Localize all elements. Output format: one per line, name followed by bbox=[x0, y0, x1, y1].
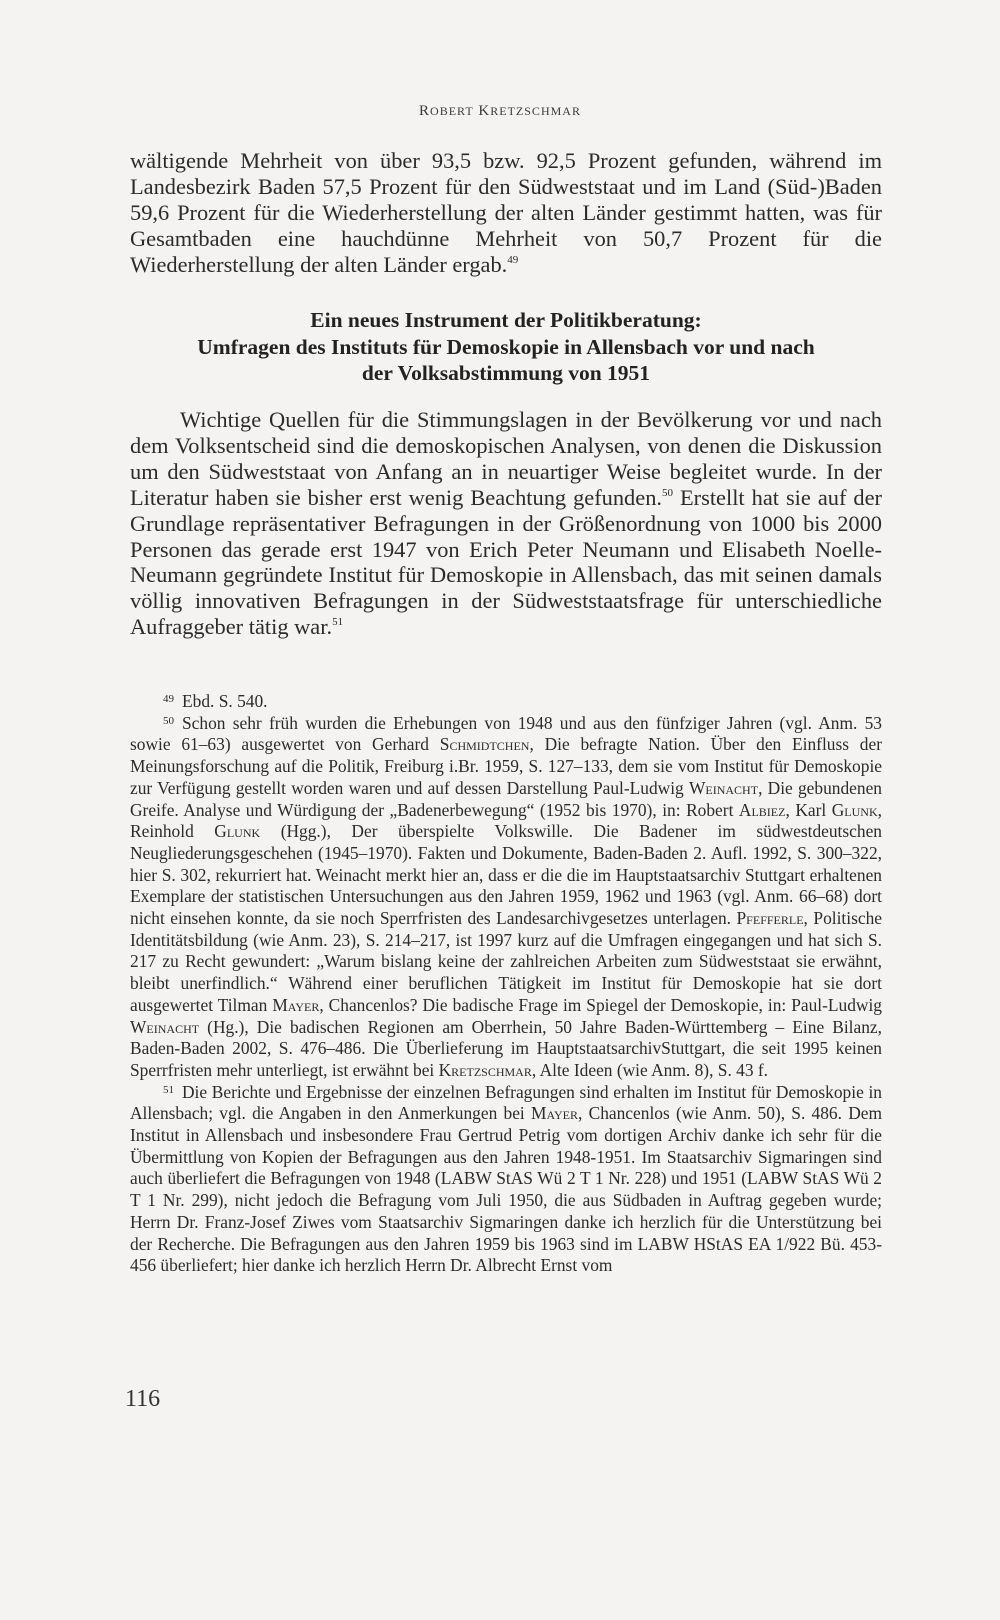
paragraph-2-part-2: Erstellt hat sie auf der Grundlage repräsentativer Befragungen in der Größenordnung von 1000 bis 2000 Personen das gerade erst 1947 von Erich Peter Neumann und Elisabeth Noelle-Neumann gegründete Institut für Demoskopie in Allensbach, das mit seinen damals völlig innovativen Befragungen in der Südweststaatsfrage für unterschiedliche Aufraggeber tätig war. bbox=[130, 484, 882, 640]
footnote-51-text: , Chancenlos (wie Anm. 50), S. 486. Dem Institut in Allensbach und insbesondere Frau Gertrud Petrig vom dortigen Archiv danke ich sehr für die Übermittlung von Kopien der Befragungen aus den Jahren 1948-1951. Im Staatsarchiv Sigmaringen sind auch überliefert die Befragungen von 1948 (LABW StAS Wü 2 T 1 Nr. 228) und 1951 (LABW StAS Wü 2 T 1 Nr. 299), nicht jedoch die Befragung vom Juli 1950, die aus Südbaden in Auftrag gegeben wurde; Herrn Dr. Franz-Josef Ziwes vom Staatsarchiv Sigmaringen danke ich herzlich für die Unterstützung bei der Recherche. Die Befragungen aus den Jahren 1959 bis 1963 sind im LABW HStAS EA 1/922 Bü. 453-456 überliefert; hier danke ich herzlich Herrn Dr. Albrecht Ernst vom bbox=[130, 1103, 882, 1276]
heading-line-2: Umfragen des Instituts für Demoskopie in Allensbach vor und nach bbox=[197, 334, 815, 359]
author-name: Pfefferle bbox=[736, 908, 804, 929]
footnote-51: 51 Die Berichte und Ergebnisse der einzelnen Befragungen sind erhalten im Institut für Demoskopie in Allensbach; vgl. die Angaben in den Anmerkungen bei Mayer, Chancenlos (wie Anm. 50), S. 486. Dem Institut in Allensbach und insbesondere Frau Gertrud Petrig vom dortigen Archiv danke ich sehr für die Übermittlung von Kopien der Befragungen aus den Jahren 1948-1951. Im Staatsarchiv Sigmaringen sind auch überliefert die Befragungen von 1948 (LABW StAS Wü 2 T 1 Nr. 228) und 1951 (LABW StAS Wü 2 T 1 Nr. 299), nicht jedoch die Befragung vom Juli 1950, die aus Südbaden in Auftrag gegeben wurde; Herrn Dr. Franz-Josef Ziwes vom Staatsarchiv Sigmaringen danke ich herzlich für die Unterstützung bei der Recherche. Die Befragungen aus den Jahren 1959 bis 1963 sind im LABW HStAS EA 1/922 Bü. 453-456 überliefert; hier danke ich herzlich Herrn Dr. Albrecht Ernst vom bbox=[130, 1081, 882, 1276]
footnote-49-text: Ebd. S. 540. bbox=[182, 691, 268, 711]
author-name: Mayer bbox=[530, 1103, 579, 1124]
section-heading bbox=[130, 307, 882, 387]
footnote-50-text: (Hgg.), Der überspielte Volkswille. Die Badener im südwestdeutschen Neugliederungsgeschehen (1945–1970). Fakten und Dokumente, Baden-Baden 2. Aufl. 1992, S. 300–322, hier S. 302, rekurriert hat. Weinacht merkt hier an, dass er die die im Hauptstaatsarchiv Stuttgart erhaltenen Exemplare der statistischen Untersuchungen aus den Jahren 1959, 1962 und 1963 (vgl. Anm. 66–68) dort nicht einsehen konnte, da sie noch Sperrfristen des Landesarchivgesetzes unterlagen. bbox=[130, 821, 882, 929]
paragraph-2-part-1: Wichtige Quellen für die Stimmungslagen in der Bevölkerung vor und nach dem Volksentscheid sind die demoskopischen Analysen, von denen die Diskussion um den Südweststaat von Anfang an in neuartiger Weise begleitet wurde. In der Literatur haben sie bisher erst wenig Beachtung gefunden. bbox=[130, 407, 882, 510]
running-head bbox=[0, 100, 1000, 120]
body-paragraph-1 bbox=[130, 148, 882, 278]
paragraph-1-text: wältigende Mehrheit von über 93,5 bzw. 92,5 Prozent gefunden, während im Landesbezirk Baden 57,5 Prozent für den Südweststaat und im Land (Süd-)Baden 59,6 Prozent für die Wiederherstellung der alten Länder gestimmt hatten, was für Gesamtbaden eine hauchdünne Mehrheit von 50,7 Prozent für die Wiederherstellung der alten Länder ergab. bbox=[130, 148, 882, 277]
footnote-50-text: , Politische Identitätsbildung (wie Anm. 23), S. 214–217, ist 1997 kurz auf die Umfragen eingegangen und hat sich S. 217 zu Recht gewundert: „Warum bislang keine der zahlreichen Arbeiten zum Südweststaat sie erwähnt, bleibt unerfindlich.“ Während einer beruflichen Tätigkeit im Institut für Demoskopie hat sie dort ausgewertet Tilman bbox=[130, 908, 882, 1015]
author-first-initial: R bbox=[419, 103, 431, 119]
page-number: 116 bbox=[125, 1386, 161, 1412]
footnote-50-text: , Karl bbox=[785, 799, 832, 820]
author-last-initial: K bbox=[478, 103, 491, 119]
author-name: Weinacht bbox=[688, 777, 759, 798]
author-name: Kretzschmar bbox=[438, 1059, 532, 1080]
footnote-50: 50 Schon sehr früh wurden die Erhebungen von 1948 und aus den fünfziger Jahren (vgl. Anm. 53 sowie 61–63) ausgewertet von Gerhard Schmidtchen, Die befragte Nation. Über den Einfluss der Meinungsforschung auf die Politik, Freiburg i.Br. 1959, S. 127–133, dem sie vom Institut für Demoskopie zur Verfügung gestellt worden waren und auf dessen Darstellung Paul-Ludwig Weinacht, Die gebundenen Greife. Analyse und Würdigung der „Badenerbewegung“ (1952 bis 1970), in: Robert Albiez, Karl Glunk, Reinhold Glunk (Hgg.), Der überspielte Volkswille. Die Badener im südwestdeutschen Neugliederungsgeschehen (1945–1970). Fakten und Dokumente, Baden-Baden 2. Aufl. 1992, S. 300–322, hier S. 302, rekurriert hat. Weinacht merkt hier an, dass er die die im Hauptstaatsarchiv Stuttgart erhaltenen Exemplare der statistischen Untersuchungen aus den Jahren 1959, 1962 und 1963 (vgl. Anm. 66–68) dort nicht einsehen konnte, da sie noch Sperrfristen des Landesarchivgesetzes unterlagen. Pfefferle, Politische Identitätsbildung (wie Anm. 23), S. 214–217, ist 1997 kurz auf die Umfragen eingegangen und hat sich S. 217 zu Recht gewundert: „Warum bislang keine der zahlreichen Arbeiten zum Südweststaat sie erwähnt, bleibt unerfindlich.“ Während einer beruflichen Tätigkeit im Institut für Demoskopie hat sie dort ausgewertet Tilman Mayer, Chancenlos? Die badische Frage im Spiegel der Demoskopie, in: Paul-Ludwig Weinacht (Hg.), Die badischen Regionen am Oberrhein, 50 Jahre Baden-Württemberg – Eine Bilanz, Baden-Baden 2002, S. 476–486. Die Überlieferung im HauptstaatsarchivStuttgart, die seit 1995 keinen Sperrfristen mehr unterliegt, ist erwähnt bei Kretzschmar, Alte Ideen (wie Anm. 8), S. 43 f. bbox=[130, 712, 883, 1080]
author-first-rest: obert bbox=[430, 100, 474, 119]
body-paragraph-2 bbox=[130, 407, 882, 640]
footnote-50-text: (Hg.), Die badischen Regionen am Oberrhein, 50 Jahre Baden-Württemberg – Eine Bilanz, Baden-Baden 2002, S. 476–486. Die Überlieferung im HauptstaatsarchivStuttgart, die seit 1995 keinen Sperrfristen mehr unterliegt, ist erwähnt bei bbox=[130, 1016, 882, 1080]
author-name: Glunk bbox=[831, 799, 878, 820]
footnote-50-text: , Reinhold bbox=[130, 799, 882, 842]
author-last-rest: retzschmar bbox=[490, 100, 581, 119]
author-name: Glunk bbox=[214, 821, 261, 842]
footnote-50-text: , Die gebundenen Greife. Analyse und Würdigung der „Badenerbewegung“ (1952 bis 1970), in: Robert bbox=[130, 777, 882, 820]
footnote-50-text: , Die befragte Nation. Über den Einfluss der Meinungsforschung auf die Politik, Freiburg i.Br. 1959, S. 127–133, dem sie vom Institut für Demoskopie zur Verfügung gestellt worden waren und auf dessen Darstellung Paul-Ludwig bbox=[130, 734, 882, 798]
author-name: Albiez bbox=[738, 799, 786, 820]
footnotes bbox=[130, 691, 882, 1277]
heading-line-3: der Volksabstimmung von 1951 bbox=[361, 361, 651, 385]
footnote-ref-51: 51 bbox=[332, 616, 344, 629]
footnote-51-text: Die Berichte und Ergebnisse der einzelnen Befragungen sind erhalten im Institut für Demoskopie in Allensbach; vgl. die Angaben in den Anmerkungen bei bbox=[130, 1081, 882, 1124]
footnote-50-text: , Chancenlos? Die badische Frage im Spiegel der Demoskopie, in: Paul-Ludwig bbox=[319, 994, 883, 1015]
footnote-ref-50: 50 bbox=[661, 486, 673, 499]
heading-line-1: Ein neues Instrument der Politikberatung: bbox=[310, 308, 702, 332]
footnote-ref-49: 49 bbox=[507, 253, 519, 266]
author-name: Schmidtchen bbox=[439, 734, 530, 755]
footnote-50-text: Schon sehr früh wurden die Erhebungen von 1948 und aus den fünfziger Jahren (vgl. Anm. 53 sowie 61–63) ausgewertet von Gerhard bbox=[130, 712, 882, 755]
footnote-49: 49 Ebd. S. 540. bbox=[163, 691, 268, 711]
footnote-50-text: , Alte Ideen (wie Anm. 8), S. 43 f. bbox=[531, 1059, 769, 1080]
author-name: Mayer bbox=[272, 994, 320, 1015]
author-name: Weinacht bbox=[130, 1016, 200, 1037]
